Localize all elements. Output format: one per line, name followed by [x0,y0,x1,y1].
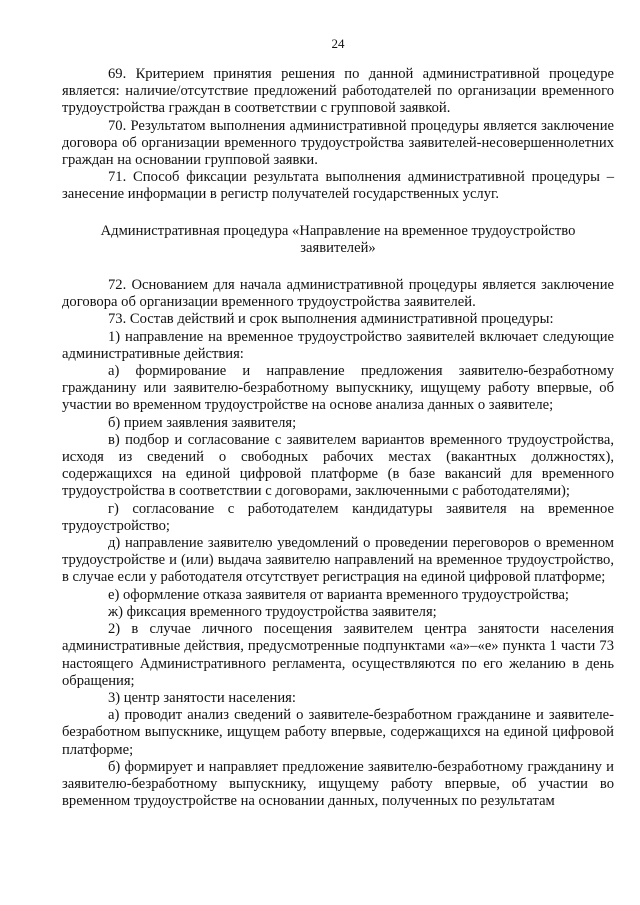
list-item-1d: д) направление заявителю уведомлений о проведении переговоров о временном трудоустройстве и (или) выдача заявителю направлений на временное трудоустройство, в случае если у работодателя отсутствует регистрация на единой цифровой платформе; [62,535,614,586]
list-item-2: 2) в случае личного посещения заявителем центра занятости населения административные действия, предусмотренные подпунктами «а»–«е» пункта 1 части 73 настоящего Административного регламента, осуществляются по его желанию в день обращения; [62,621,614,689]
paragraphs-before [62,66,614,204]
paragraph-69: 69. Критерием принятия решения по данной административной процедуре является: наличие/отсутствие предложений работодателей по организации временного трудоустройства граждан в соответствии с групповой заявкой. [62,66,614,117]
list-item-1b: б) прием заявления заявителя; [108,414,297,431]
list-item-1g: г) согласование с работодателем кандидатуры заявителя на временное трудоустройство; [62,500,614,534]
list-item-1a: а) формирование и направление предложения заявителю-безработному гражданину или заявителю-безработному выпускнику, ищущему работу впервые, об участии во временном трудоустройстве на основе анализа данных о заявителе; [62,363,614,414]
list-item-3a: а) проводит анализ сведений о заявителе-безработном гражданине и заявителе-безработном выпускнике, ищущем работу впервые, содержащихся на единой цифровой платформе; [62,707,614,758]
paragraph-73: 73. Состав действий и срок выполнения административной процедуры: [108,311,554,328]
list-item-1e: е) оформление отказа заявителя от варианта временного трудоустройства; [108,586,569,603]
page-number: 24 [331,36,345,51]
list-item-3: 3) центр занятости населения: [108,689,296,706]
list-item-1v: в) подбор и согласование с заявителем вариантов временного трудоустройства, исходя из сведений о свободных рабочих местах (вакантных должностях), содержащихся на единой цифровой платформе (в базе вакансий для временного трудоустройства в соответствии с договорами, заключенными с работодателями); [62,431,614,500]
list-item-1zh: ж) фиксация временного трудоустройства заявителя; [108,603,437,620]
list-item-1: 1) направление на временное трудоустройство заявителей включает следующие административные действия: [62,328,614,362]
paragraph-71: 71. Способ фиксации результата выполнения административной процедуры – занесение информации в регистр получателей государственных услуг. [62,169,614,203]
paragraphs-after [62,277,614,810]
document-page [62,36,614,810]
list-item-3b: б) формирует и направляет предложение заявителю-безработному гражданину и заявителю-безработному выпускнику, ищущему работу впервые, об участии во временном трудоустройстве на основании данных, полученных по результатам [62,758,614,810]
section-heading: Административная процедура «Направление на временное трудоустройство заявителей» [100,222,576,256]
paragraph-72: 72. Основанием для начала административной процедуры является заключение договора об организации временного трудоустройства заявителей. [62,277,614,311]
paragraph-70: 70. Результатом выполнения административной процедуры является заключение договора об организации временного трудоустройства заявителей-несовершеннолетних граждан на основании групповой заявки. [62,117,614,169]
